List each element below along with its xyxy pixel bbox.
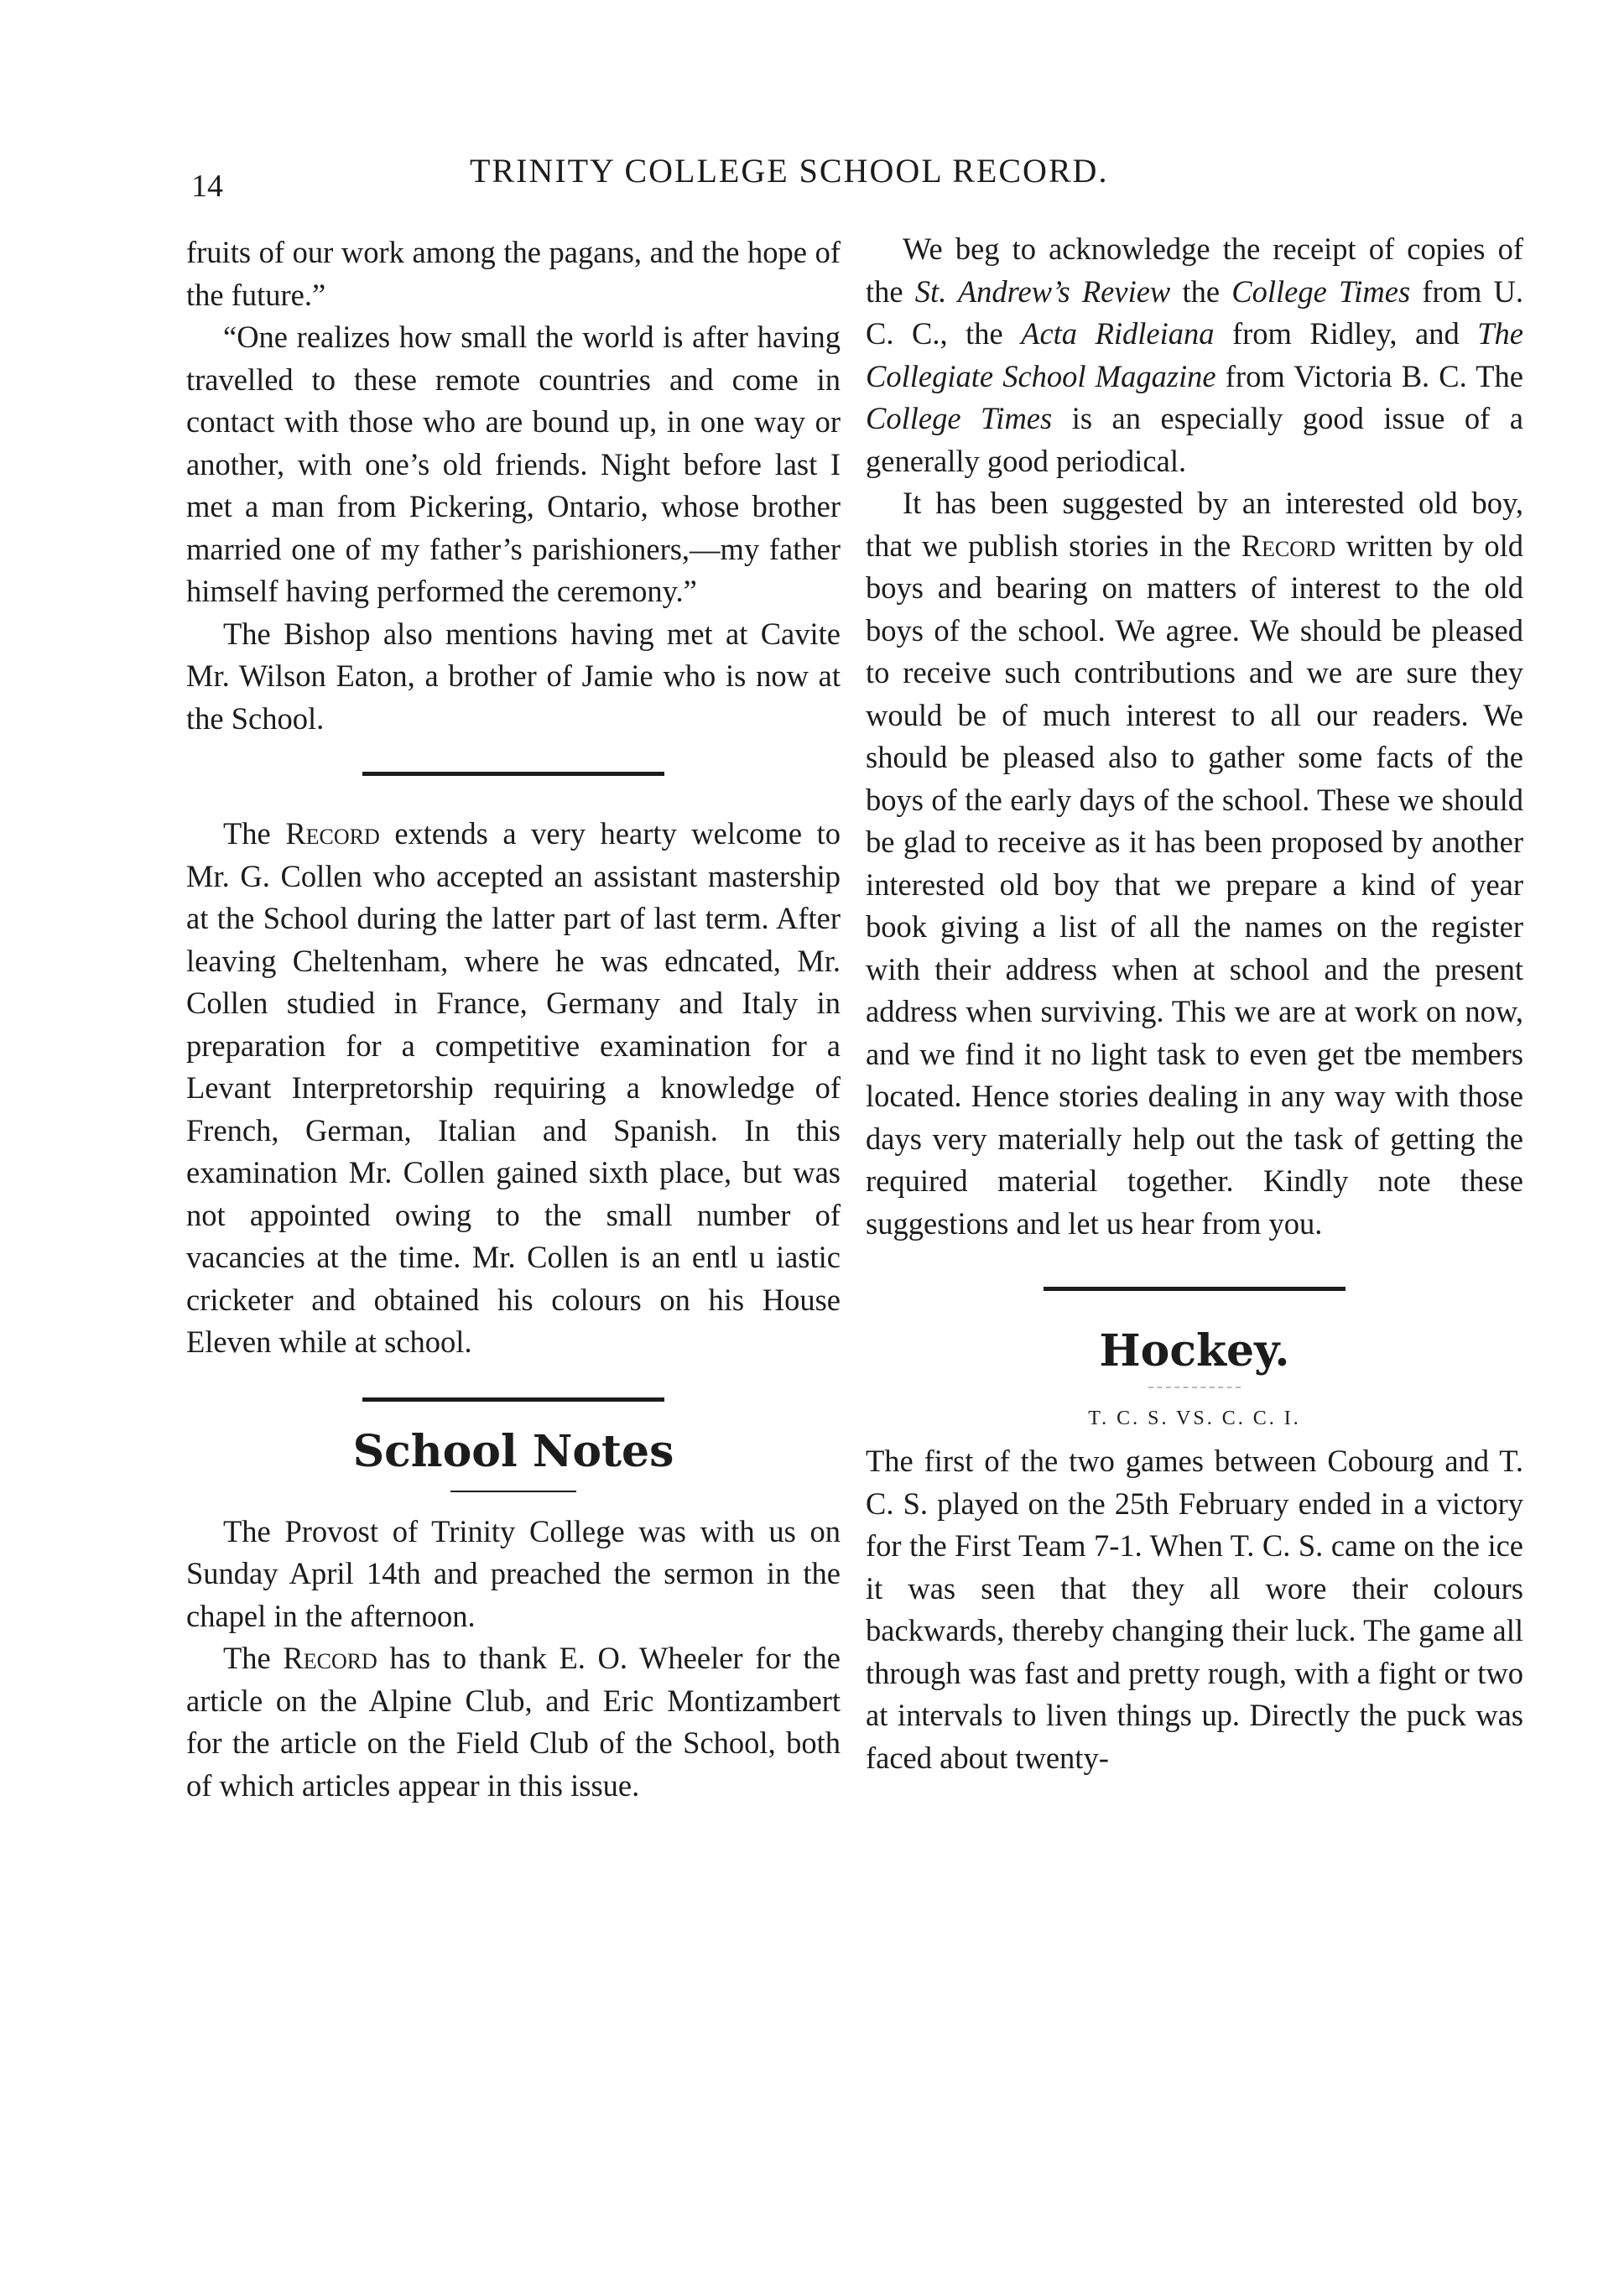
paragraph [186, 1637, 841, 1807]
text-run: the [1170, 273, 1232, 309]
hockey-heading: Hockey. [1099, 1325, 1290, 1376]
section-divider [362, 772, 664, 776]
publication-title: The Collegiate School Magazine [866, 316, 1523, 393]
heading-underline [450, 1491, 576, 1492]
text-run: from U. C. C., the [866, 273, 1524, 351]
text-run: from Ridley, and [1214, 316, 1478, 351]
text-run: The [223, 816, 286, 851]
text-run: from Victoria B. C. The [1215, 358, 1523, 393]
publication-title: Acta Ridleiana [1021, 316, 1215, 351]
school-notes-heading: School Notes [352, 1425, 674, 1477]
paragraph: The first of the two games between Cobourg and T. C. S. played on the 25th February ended in a victory for the First Team 7-1. When T. C. S. came on the ice it was seen that they all wore their colours backwards, thereby changing their luck. The game all through was fast and pretty rough, with a fight or two at intervals to liven things up. Directly the puck was faced about twenty- [866, 1444, 1523, 1775]
record-small-caps: Record [283, 1641, 377, 1675]
right-column [866, 228, 1523, 1779]
paragraph [866, 228, 1523, 482]
paragraph: “One realizes how small the world is after having travelled to these remote countries and come in contact with those who are bound up, in one way or another, with one’s old friends. Night before last I met a man from Pickering, Ontario, whose brother married one of my father’s parishioners,—my father himself having performed the ceremony.” [186, 320, 841, 608]
text-run: written by old boys and bearing on matters of interest to the old boys of the school. We agree. We should be pleased to receive such contributions and we are sure they would be of much interest to all our readers. We should be pleased also to gather some facts of the boys of the early days of the school. These we should be glad to receive as it has been proposed by another interested old boy that we prepare a kind of year book giving a list of all the names on the register with their address when at school and the present address when surviving. This we are at work on now, and we find it no light task to even get tbe members located. Hence stories dealing in any way with those days very materially help out the task of getting the required material together. Kindly note these suggestions and let us hear from you. [866, 528, 1523, 1241]
publication-title: St. Andrew’s Review [914, 273, 1171, 309]
text-run: is an especially good issue of a generally good periodical. [866, 401, 1523, 478]
left-column [186, 232, 841, 1807]
paragraph: The Bishop also mentions having met at Cavite Mr. Wilson Eaton, a brother of Jamie who is now at the School. [186, 616, 841, 736]
paragraph: The Provost of Trinity College was with us on Sunday April 14th and preached the sermon in the chapel in the afternoon. [186, 1513, 841, 1633]
text-run: has to thank E. O. Wheeler for the article on the Alpine Club, and Eric Montizambert for the article on the Field Club of the School, both of which articles appear in this issue. [186, 1641, 841, 1803]
record-small-caps: Record [285, 816, 380, 851]
text-run: We beg to acknowledge the receipt of copies of the [866, 232, 1523, 309]
heading-underline [1148, 1387, 1241, 1388]
publication-title: College Times [866, 401, 1053, 435]
paragraph [866, 482, 1523, 1245]
paragraph: fruits of our work among the pagans, and the hope of the future.” [186, 235, 841, 312]
text-run: extends a very hearty welcome to Mr. G. Collen who accepted an assistant mastership at the School during the latter part of last term. After leaving Cheltenham, where he was edncated, Mr. Collen studied in France, Germany and Italy in preparation for a competitive examination for a Levant Interpretorship requiring a knowledge of French, German, Italian and Spanish. In this examination Mr. Collen gained sixth place, but was not appointed owing to the small number of vacancies at the time. Mr. Collen is an entl u iastic cricketer and obtained his colours on his House Eleven while at school. [186, 816, 841, 1359]
publication-title: College Times [1231, 273, 1411, 309]
page-number: 14 [191, 169, 223, 204]
match-subheading: T. C. S. VS. C. C. I. [1088, 1408, 1301, 1429]
section-divider [362, 1397, 664, 1402]
running-head: TRINITY COLLEGE SCHOOL RECORD. [470, 152, 1109, 190]
record-small-caps: Record [1241, 528, 1336, 563]
section-divider [1044, 1287, 1346, 1291]
paragraph [186, 813, 841, 1364]
text-run: The [223, 1641, 284, 1675]
text-run: It has been suggested by an interested old boy, that we publish stories in the [866, 486, 1523, 563]
